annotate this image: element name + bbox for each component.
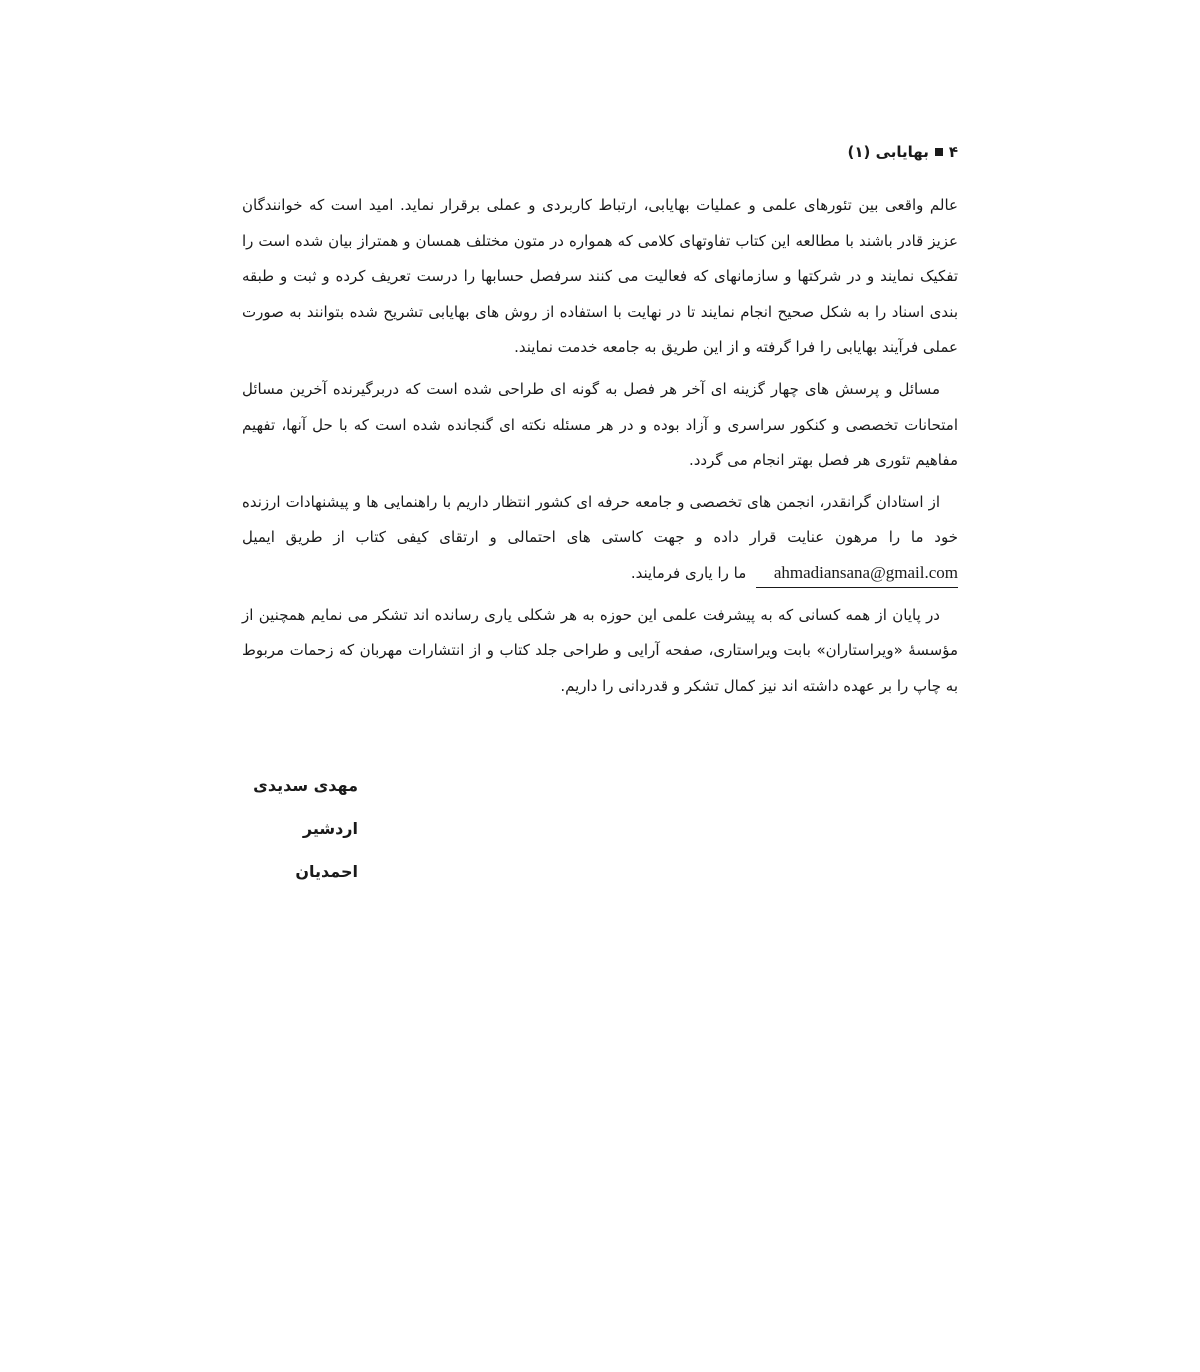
- email-address: ahmadiansana@gmail.com: [756, 562, 958, 588]
- body-text: [242, 188, 958, 710]
- paragraph-intro: عالم واقعی بین تئورهای علمی و عملیات بهایابی، ارتباط کاربردی و عملی برقرار نماید. امید است که خوانندگان عزیز قادر باشند با مطالعه این کتاب تفاوتهای کلامی که همواره در متون مختلف همسان و همتراز بیان شده است را تفکیک نمایند و در شرکتها و سازمانهای که فعالیت می کنند سرفصل حسابها را درست تعریف کرده و ثبت و طبقه بندی اسناد را به شکل صحیح انجام نمایند تا در نهایت با استفاده از روش های بهایابی تشریح شده بتوانند به صورت عملی فرآیند بهایابی را فرا گرفته و از این طریق به جامعه خدمت نمایند.: [242, 196, 958, 357]
- author-name-1: مهدی سدیدی: [253, 776, 358, 795]
- paragraph-thanks: در پایان از همه کسانی که به پیشرفت علمی این حوزه به هر شکلی یاری رسانده اند تشکر می نمایم همچنین از مؤسسهٔ «ویراستاران» بابت ویراستاری، صفحه آرایی و طراحی جلد کتاب و از انتشارات مهربان که زحمات مربوط به چاپ را بر عهده داشته اند نیز کمال تشکر و قدردانی را داریم.: [242, 605, 958, 695]
- book-title: بهایابی (۱): [847, 143, 929, 161]
- paragraph-questions: مسائل و پرسش های چهار گزینه ای آخر هر فصل به گونه ای طراحی شده است که دربرگیرنده آخرین مسائل امتحانات تخصصی و کنکور سراسری و آزاد بوده و در هر مسئله نکته ای گنجانده شده است که با حل آنها، تفهیم مفاهیم تئوری هر فصل بهتر انجام می گردد.: [242, 379, 958, 470]
- running-head: [848, 143, 959, 161]
- square-bullet-icon: [935, 148, 943, 156]
- feedback-closing: ما را یاری فرمایند.: [630, 563, 747, 582]
- paragraph-feedback: [242, 485, 958, 592]
- page-number: ۴: [948, 143, 958, 161]
- feedback-text: از استادان گرانقدر، انجمن های تخصصی و جامعه حرفه ای کشور انتظار داریم با راهنمایی ها و پیشنهادات ارزنده خود ما را مرهون عنایت قرار داده و جهت کاستی های احتمالی و ارتقای کیفی کتاب از طریق ایمیل: [242, 492, 958, 547]
- author-name-2: اردشیر احمدیان: [295, 819, 358, 881]
- signatures: [242, 764, 442, 893]
